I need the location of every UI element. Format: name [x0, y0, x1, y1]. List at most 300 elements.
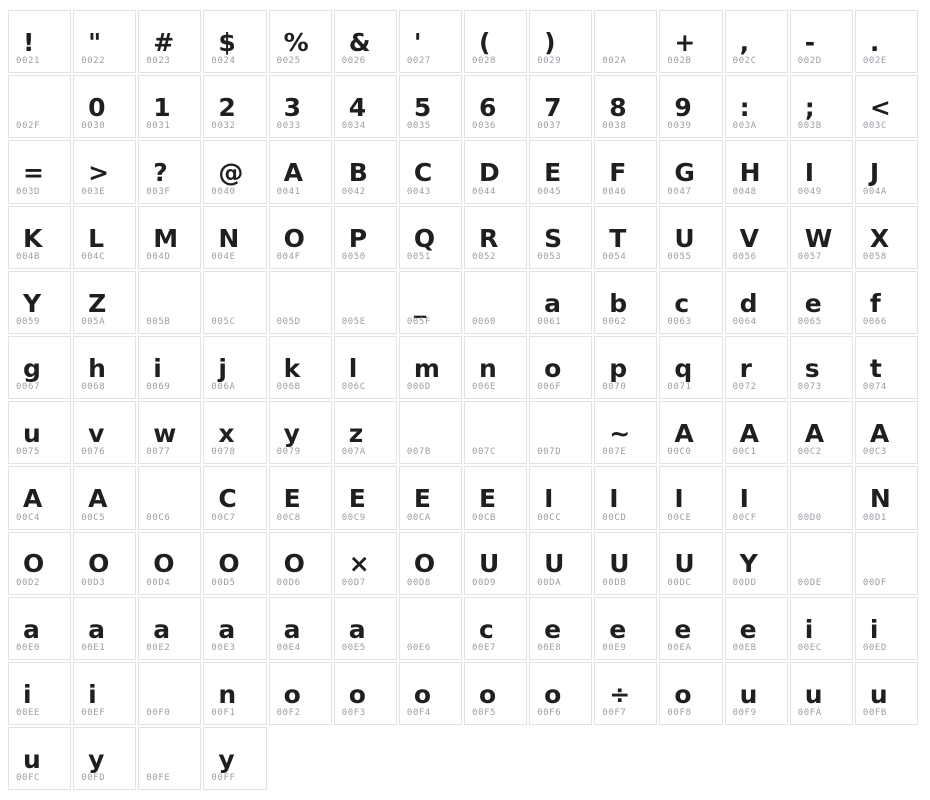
glyph-char	[595, 11, 656, 56]
glyph-char: E	[544, 158, 562, 188]
code-label: 0053	[537, 251, 562, 262]
glyph-cell-007A	[334, 401, 397, 464]
glyph-cell-00C4	[8, 466, 71, 529]
glyph-cell-002D	[790, 10, 853, 73]
code-label: 0028	[471, 56, 497, 67]
code-label: 00FF	[211, 773, 236, 784]
code-label: 0073	[797, 382, 822, 393]
code-label: 006C	[341, 382, 366, 393]
glyph-cell-0031	[138, 75, 201, 138]
glyph-char: z	[348, 419, 364, 449]
code-label: 007B	[406, 447, 431, 458]
code-label: 004B	[16, 251, 41, 262]
glyph-char: p	[609, 353, 628, 383]
glyph-char: 0	[88, 93, 106, 123]
glyph-cell-00CA	[399, 466, 462, 529]
glyph-cell-0064	[725, 271, 788, 334]
code-label: 0076	[81, 447, 106, 458]
code-label: 0027	[406, 56, 431, 67]
code-label: 0038	[602, 121, 627, 132]
glyph-cell-0024	[203, 10, 266, 73]
glyph-cell-00D0	[790, 466, 853, 529]
glyph-char	[9, 76, 70, 121]
code-label: 00C1	[732, 447, 757, 458]
glyph-cell-006E	[464, 336, 527, 399]
code-label: 005C	[211, 316, 236, 327]
code-label: 0041	[276, 186, 301, 197]
glyph-char: u	[804, 679, 823, 709]
glyph-cell-0039	[659, 75, 722, 138]
glyph-cell-0070	[594, 336, 657, 399]
code-label: 006B	[276, 382, 301, 393]
glyph-char: %	[283, 27, 309, 57]
code-label: 00FB	[862, 708, 887, 719]
glyph-cell-0045	[529, 140, 592, 203]
glyph-cell-00F8	[659, 662, 722, 725]
glyph-cell-0052	[464, 206, 527, 269]
glyph-char: S	[544, 223, 563, 253]
glyph-cell-0032	[203, 75, 266, 138]
code-label: 0072	[732, 382, 757, 393]
code-label: 0024	[211, 56, 236, 67]
glyph-cell-00DB	[594, 532, 657, 595]
code-label: 00C6	[146, 512, 171, 523]
code-label: 00C3	[862, 447, 887, 458]
glyph-cell-006B	[269, 336, 332, 399]
glyph-cell-0035	[399, 75, 462, 138]
code-label: 0050	[341, 251, 366, 262]
glyph-cell-0021	[8, 10, 71, 73]
glyph-char: C	[413, 158, 433, 188]
glyph-char: U	[674, 223, 695, 253]
code-label: 00F5	[471, 708, 497, 719]
glyph-char: I	[804, 158, 815, 188]
code-label: 002F	[16, 121, 41, 132]
glyph-char: c	[478, 614, 494, 644]
code-label: 00CC	[537, 512, 562, 523]
code-label: 0062	[602, 316, 627, 327]
code-label: 002E	[862, 56, 887, 67]
glyph-char: A	[804, 419, 825, 449]
glyph-cell-00F4	[399, 662, 462, 725]
code-label: 0039	[667, 121, 692, 132]
glyph-cell-00C9	[334, 466, 397, 529]
glyph-char: "	[88, 27, 102, 57]
code-label: 004C	[81, 251, 106, 262]
glyph-char: W	[804, 223, 833, 253]
glyph-cell-0048	[725, 140, 788, 203]
code-label: 0079	[276, 447, 301, 458]
code-label: 0052	[471, 251, 497, 262]
glyph-char: @	[218, 158, 244, 188]
glyph-char: A	[869, 419, 890, 449]
code-label: 0048	[732, 186, 757, 197]
code-label: 005E	[341, 316, 366, 327]
glyph-cell-0077	[138, 401, 201, 464]
code-label: 00DA	[537, 577, 562, 588]
glyph-char: -	[804, 27, 816, 57]
code-label: 00FE	[146, 773, 171, 784]
glyph-cell-005E	[334, 271, 397, 334]
glyph-cell-00FB	[855, 662, 918, 725]
code-label: 007E	[602, 447, 627, 458]
glyph-char: $	[218, 27, 236, 57]
code-label: 00E6	[406, 642, 431, 653]
code-label: 0071	[667, 382, 692, 393]
glyph-cell-0025	[269, 10, 332, 73]
glyph-char: E	[348, 484, 366, 514]
glyph-cell-0022	[73, 10, 136, 73]
glyph-char: O	[23, 549, 45, 579]
glyph-cell-003C	[855, 75, 918, 138]
glyph-cell-0058	[855, 206, 918, 269]
glyph-char: #	[153, 27, 175, 57]
glyph-char: A	[23, 484, 43, 514]
glyph-char: '	[413, 27, 422, 57]
code-label: 00E3	[211, 642, 236, 653]
glyph-cell-00DF	[855, 532, 918, 595]
glyph-cell-00CC	[529, 466, 592, 529]
glyph-cell-004F	[269, 206, 332, 269]
code-label: 00D3	[81, 577, 106, 588]
glyph-cell-00C1	[725, 401, 788, 464]
glyph-char: O	[283, 223, 305, 253]
glyph-char: &	[348, 27, 371, 57]
glyph-cell-00FE	[138, 727, 201, 790]
glyph-cell-0029	[529, 10, 592, 73]
code-label: 00D7	[341, 577, 366, 588]
glyph-table	[8, 10, 918, 790]
code-label: 00C7	[211, 512, 236, 523]
glyph-char: a	[283, 614, 301, 644]
code-label: 003F	[146, 186, 171, 197]
glyph-char: h	[88, 353, 106, 383]
code-label: 003A	[732, 121, 757, 132]
glyph-char: Q	[413, 223, 436, 253]
code-label: 00DC	[667, 577, 692, 588]
code-label: 00CA	[406, 512, 431, 523]
glyph-cell-00EF	[73, 662, 136, 725]
glyph-cell-00C6	[138, 466, 201, 529]
glyph-cell-0069	[138, 336, 201, 399]
glyph-char: o	[478, 679, 497, 709]
glyph-cell-00E5	[334, 597, 397, 660]
glyph-char	[791, 533, 852, 578]
glyph-cell-00D9	[464, 532, 527, 595]
glyph-cell-00ED	[855, 597, 918, 660]
glyph-cell-0054	[594, 206, 657, 269]
glyph-cell-003A	[725, 75, 788, 138]
glyph-char: u	[23, 419, 41, 449]
glyph-char: ?	[153, 158, 168, 188]
glyph-char: i	[153, 353, 162, 383]
glyph-cell-00EE	[8, 662, 71, 725]
glyph-char: U	[609, 549, 630, 579]
glyph-cell-00C7	[203, 466, 266, 529]
glyph-char: x	[218, 419, 235, 449]
glyph-char: k	[283, 353, 301, 383]
glyph-char: Y	[739, 549, 758, 579]
glyph-cell-003F	[138, 140, 201, 203]
glyph-char: i	[23, 679, 32, 709]
glyph-cell-0075	[8, 401, 71, 464]
code-label: 0075	[16, 447, 41, 458]
glyph-cell-00DA	[529, 532, 592, 595]
code-label: 005B	[146, 316, 171, 327]
glyph-cell-0037	[529, 75, 592, 138]
code-label: 0057	[797, 251, 822, 262]
glyph-cell-0043	[399, 140, 462, 203]
glyph-cell-0060	[464, 271, 527, 334]
glyph-char: 6	[478, 93, 497, 123]
code-label: 0034	[341, 121, 366, 132]
glyph-char: o	[674, 679, 692, 709]
glyph-cell-00E4	[269, 597, 332, 660]
code-label: 0055	[667, 251, 692, 262]
glyph-cell-0028	[464, 10, 527, 73]
code-label: 00E8	[537, 642, 562, 653]
code-label: 0025	[276, 56, 301, 67]
glyph-char: .	[869, 27, 880, 57]
glyph-cell-00D8	[399, 532, 462, 595]
glyph-char: ~	[609, 419, 631, 449]
glyph-char: M	[153, 223, 179, 253]
glyph-cell-0040	[203, 140, 266, 203]
code-label: 0033	[276, 121, 301, 132]
code-label: 0035	[406, 121, 431, 132]
glyph-cell-00DE	[790, 532, 853, 595]
glyph-char: a	[218, 614, 236, 644]
glyph-char: I	[674, 484, 684, 514]
code-label: 003D	[16, 186, 41, 197]
glyph-char: d	[739, 288, 758, 318]
glyph-char: r	[739, 353, 752, 383]
glyph-char: I	[544, 484, 554, 514]
glyph-cell-003B	[790, 75, 853, 138]
code-label: 002B	[667, 56, 692, 67]
glyph-char: U	[544, 549, 565, 579]
code-label: 0077	[146, 447, 171, 458]
glyph-char: g	[23, 353, 41, 383]
code-label: 005A	[81, 316, 106, 327]
glyph-cell-003E	[73, 140, 136, 203]
glyph-char: 7	[544, 93, 562, 123]
glyph-char	[139, 272, 200, 317]
glyph-cell-00C3	[855, 401, 918, 464]
glyph-char: y	[88, 745, 105, 774]
glyph-cell-00D2	[8, 532, 71, 595]
code-label: 00C2	[797, 447, 822, 458]
glyph-char: o	[544, 353, 562, 383]
glyph-char: A	[283, 158, 303, 188]
code-label: 00D6	[276, 577, 301, 588]
code-label: 004A	[862, 186, 887, 197]
code-label: 0036	[471, 121, 497, 132]
glyph-cell-0051	[399, 206, 462, 269]
glyph-char: U	[674, 549, 695, 579]
code-label: 007A	[341, 447, 366, 458]
code-label: 0064	[732, 316, 757, 327]
code-label: 0026	[341, 56, 366, 67]
glyph-char: u	[869, 679, 888, 709]
code-label: 0059	[16, 316, 41, 327]
code-label: 00F9	[732, 708, 757, 719]
glyph-cell-00D7	[334, 532, 397, 595]
glyph-char	[465, 402, 526, 447]
glyph-cell-00C2	[790, 401, 853, 464]
glyph-cell-0046	[594, 140, 657, 203]
code-label: 00F2	[276, 708, 301, 719]
glyph-char: s	[804, 353, 820, 383]
code-label: 00EF	[81, 708, 106, 719]
glyph-char: y	[283, 419, 300, 449]
glyph-cell-0061	[529, 271, 592, 334]
glyph-char: w	[153, 419, 177, 449]
code-label: 00FC	[16, 773, 41, 784]
glyph-cell-0036	[464, 75, 527, 138]
glyph-char: E	[283, 484, 301, 514]
glyph-cell-004B	[8, 206, 71, 269]
glyph-char: ;	[804, 93, 815, 123]
code-label: 00E2	[146, 642, 171, 653]
code-label: 0063	[667, 316, 692, 327]
glyph-cell-0050	[334, 206, 397, 269]
glyph-cell-00E0	[8, 597, 71, 660]
glyph-char: O	[88, 549, 110, 579]
code-label: 00F1	[211, 708, 236, 719]
code-label: 005F	[406, 316, 431, 327]
glyph-char: C	[218, 484, 237, 514]
glyph-cell-0055	[659, 206, 722, 269]
glyph-cell-00D4	[138, 532, 201, 595]
code-label: 0043	[406, 186, 431, 197]
code-label: 0042	[341, 186, 366, 197]
code-label: 00E0	[16, 642, 41, 653]
glyph-char: o	[348, 679, 366, 709]
glyph-char: R	[478, 223, 499, 253]
glyph-char: a	[88, 614, 106, 644]
code-label: 004E	[211, 251, 236, 262]
code-label: 00DD	[732, 577, 757, 588]
glyph-char: n	[218, 679, 237, 709]
glyph-cell-00F7	[594, 662, 657, 725]
glyph-cell-00C5	[73, 466, 136, 529]
code-label: 0069	[146, 382, 171, 393]
glyph-char: G	[674, 158, 695, 188]
code-label: 00FD	[81, 773, 106, 784]
glyph-cell-002E	[855, 10, 918, 73]
glyph-char: T	[609, 223, 627, 253]
glyph-char	[400, 402, 461, 447]
code-label: 003B	[797, 121, 822, 132]
glyph-char: a	[23, 614, 40, 644]
glyph-cell-002C	[725, 10, 788, 73]
glyph-cell-0062	[594, 271, 657, 334]
glyph-cell-00E8	[529, 597, 592, 660]
glyph-cell-00E1	[73, 597, 136, 660]
code-label: 00CD	[602, 512, 627, 523]
glyph-cell-005B	[138, 271, 201, 334]
glyph-cell-007D	[529, 401, 592, 464]
glyph-char: l	[348, 353, 358, 383]
code-label: 00C8	[276, 512, 301, 523]
glyph-cell-00FF	[203, 727, 266, 790]
glyph-cell-0044	[464, 140, 527, 203]
code-label: 00CE	[667, 512, 692, 523]
glyph-char: 8	[609, 93, 627, 123]
glyph-char: B	[348, 158, 368, 188]
glyph-char	[139, 467, 200, 512]
code-label: 0030	[81, 121, 106, 132]
glyph-cell-00F2	[269, 662, 332, 725]
code-label: 0037	[537, 121, 562, 132]
glyph-char: !	[23, 27, 35, 57]
glyph-char: O	[413, 549, 436, 579]
glyph-cell-003D	[8, 140, 71, 203]
glyph-char: K	[23, 223, 43, 253]
glyph-cell-00D3	[73, 532, 136, 595]
glyph-cell-007E	[594, 401, 657, 464]
glyph-cell-00CF	[725, 466, 788, 529]
glyph-char: O	[283, 549, 305, 579]
glyph-cell-0034	[334, 75, 397, 138]
glyph-char: L	[88, 223, 105, 253]
glyph-cell-00E2	[138, 597, 201, 660]
glyph-cell-006A	[203, 336, 266, 399]
code-label: 00C5	[81, 512, 106, 523]
glyph-cell-00D1	[855, 466, 918, 529]
glyph-char: )	[544, 27, 556, 57]
glyph-char: 5	[413, 93, 432, 123]
glyph-cell-0033	[269, 75, 332, 138]
glyph-cell-005F	[399, 271, 462, 334]
glyph-cell-005A	[73, 271, 136, 334]
glyph-char: i	[804, 614, 814, 644]
glyph-cell-004D	[138, 206, 201, 269]
glyph-cell-0049	[790, 140, 853, 203]
glyph-char: n	[478, 353, 497, 383]
glyph-cell-0073	[790, 336, 853, 399]
code-label: 0040	[211, 186, 236, 197]
glyph-cell-0071	[659, 336, 722, 399]
glyph-cell-0023	[138, 10, 201, 73]
glyph-char: O	[218, 549, 240, 579]
code-label: 00ED	[862, 642, 887, 653]
glyph-char: A	[739, 419, 759, 449]
code-label: 0065	[797, 316, 822, 327]
glyph-cell-0078	[203, 401, 266, 464]
glyph-cell-00FD	[73, 727, 136, 790]
glyph-cell-00EB	[725, 597, 788, 660]
code-label: 00D9	[471, 577, 497, 588]
code-label: 005D	[276, 316, 301, 327]
glyph-cell-004A	[855, 140, 918, 203]
code-label: 00F0	[146, 708, 171, 719]
glyph-cell-005D	[269, 271, 332, 334]
glyph-cell-00EC	[790, 597, 853, 660]
glyph-char: V	[739, 223, 759, 253]
glyph-char	[400, 598, 461, 643]
glyph-char: (	[478, 27, 491, 57]
glyph-cell-00FA	[790, 662, 853, 725]
code-label: 0054	[602, 251, 627, 262]
glyph-cell-0065	[790, 271, 853, 334]
code-label: 00EE	[16, 708, 41, 719]
code-label: 002A	[602, 56, 627, 67]
glyph-cell-00F6	[529, 662, 592, 725]
code-label: 0067	[16, 382, 41, 393]
glyph-char: y	[218, 745, 235, 774]
